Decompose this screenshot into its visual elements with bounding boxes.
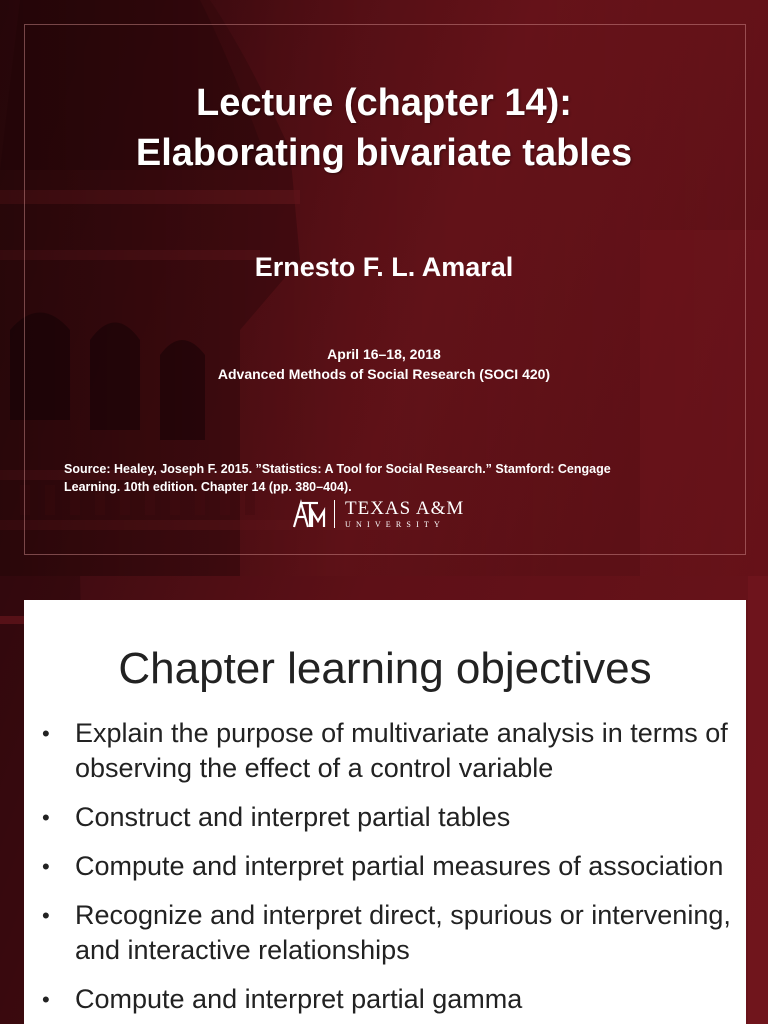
bullet-icon: • (42, 721, 50, 746)
list-item (42, 849, 732, 884)
slide-title: Chapter learning objectives (118, 644, 652, 693)
objectives-list (42, 716, 732, 1024)
bullet-icon: • (42, 987, 50, 1012)
list-item (42, 716, 732, 786)
list-item (42, 800, 732, 835)
list-item-text: Recognize and interpret direct, spurious or intervening, and interactive relationships (75, 900, 731, 965)
bullet-icon: • (42, 854, 50, 879)
source-citation (64, 460, 704, 496)
source-line-2: Learning. 10th edition. Chapter 14 (pp. 380–404). (64, 480, 352, 494)
list-item (42, 898, 732, 968)
course-name: Advanced Methods of Social Research (SOCI 420) (217, 366, 551, 382)
atm-logo-icon (292, 499, 326, 529)
list-item-text: Explain the purpose of multivariate analysis in terms of observing the effect of a control variable (75, 718, 728, 783)
list-item-text: Compute and interpret partial measures of association (75, 851, 724, 881)
content-panel (24, 600, 746, 1024)
source-line-1: Source: Healey, Joseph F. 2015. ”Statistics: A Tool for Social Research.” Stamford: Cengage (64, 462, 611, 476)
logo-wordmark (345, 499, 464, 529)
objectives-slide (0, 576, 768, 1024)
list-item-text: Compute and interpret partial gamma (75, 984, 523, 1014)
title-line-2: Elaborating bivariate tables (135, 132, 633, 174)
author-name: Ernesto F. L. Amaral (254, 252, 514, 282)
logo-name: TEXAS A&M (345, 498, 465, 519)
slide-title (0, 78, 768, 178)
bullet-icon: • (42, 805, 50, 830)
logo-subtitle: UNIVERSITY (345, 520, 445, 529)
logo-separator (334, 500, 335, 528)
title-line-1: Lecture (chapter 14): (196, 82, 572, 124)
lecture-date: April 16–18, 2018 (327, 346, 441, 362)
bullet-icon: • (42, 903, 50, 928)
list-item (42, 982, 732, 1017)
list-item-text: Construct and interpret partial tables (75, 802, 511, 832)
university-logo (292, 498, 464, 530)
